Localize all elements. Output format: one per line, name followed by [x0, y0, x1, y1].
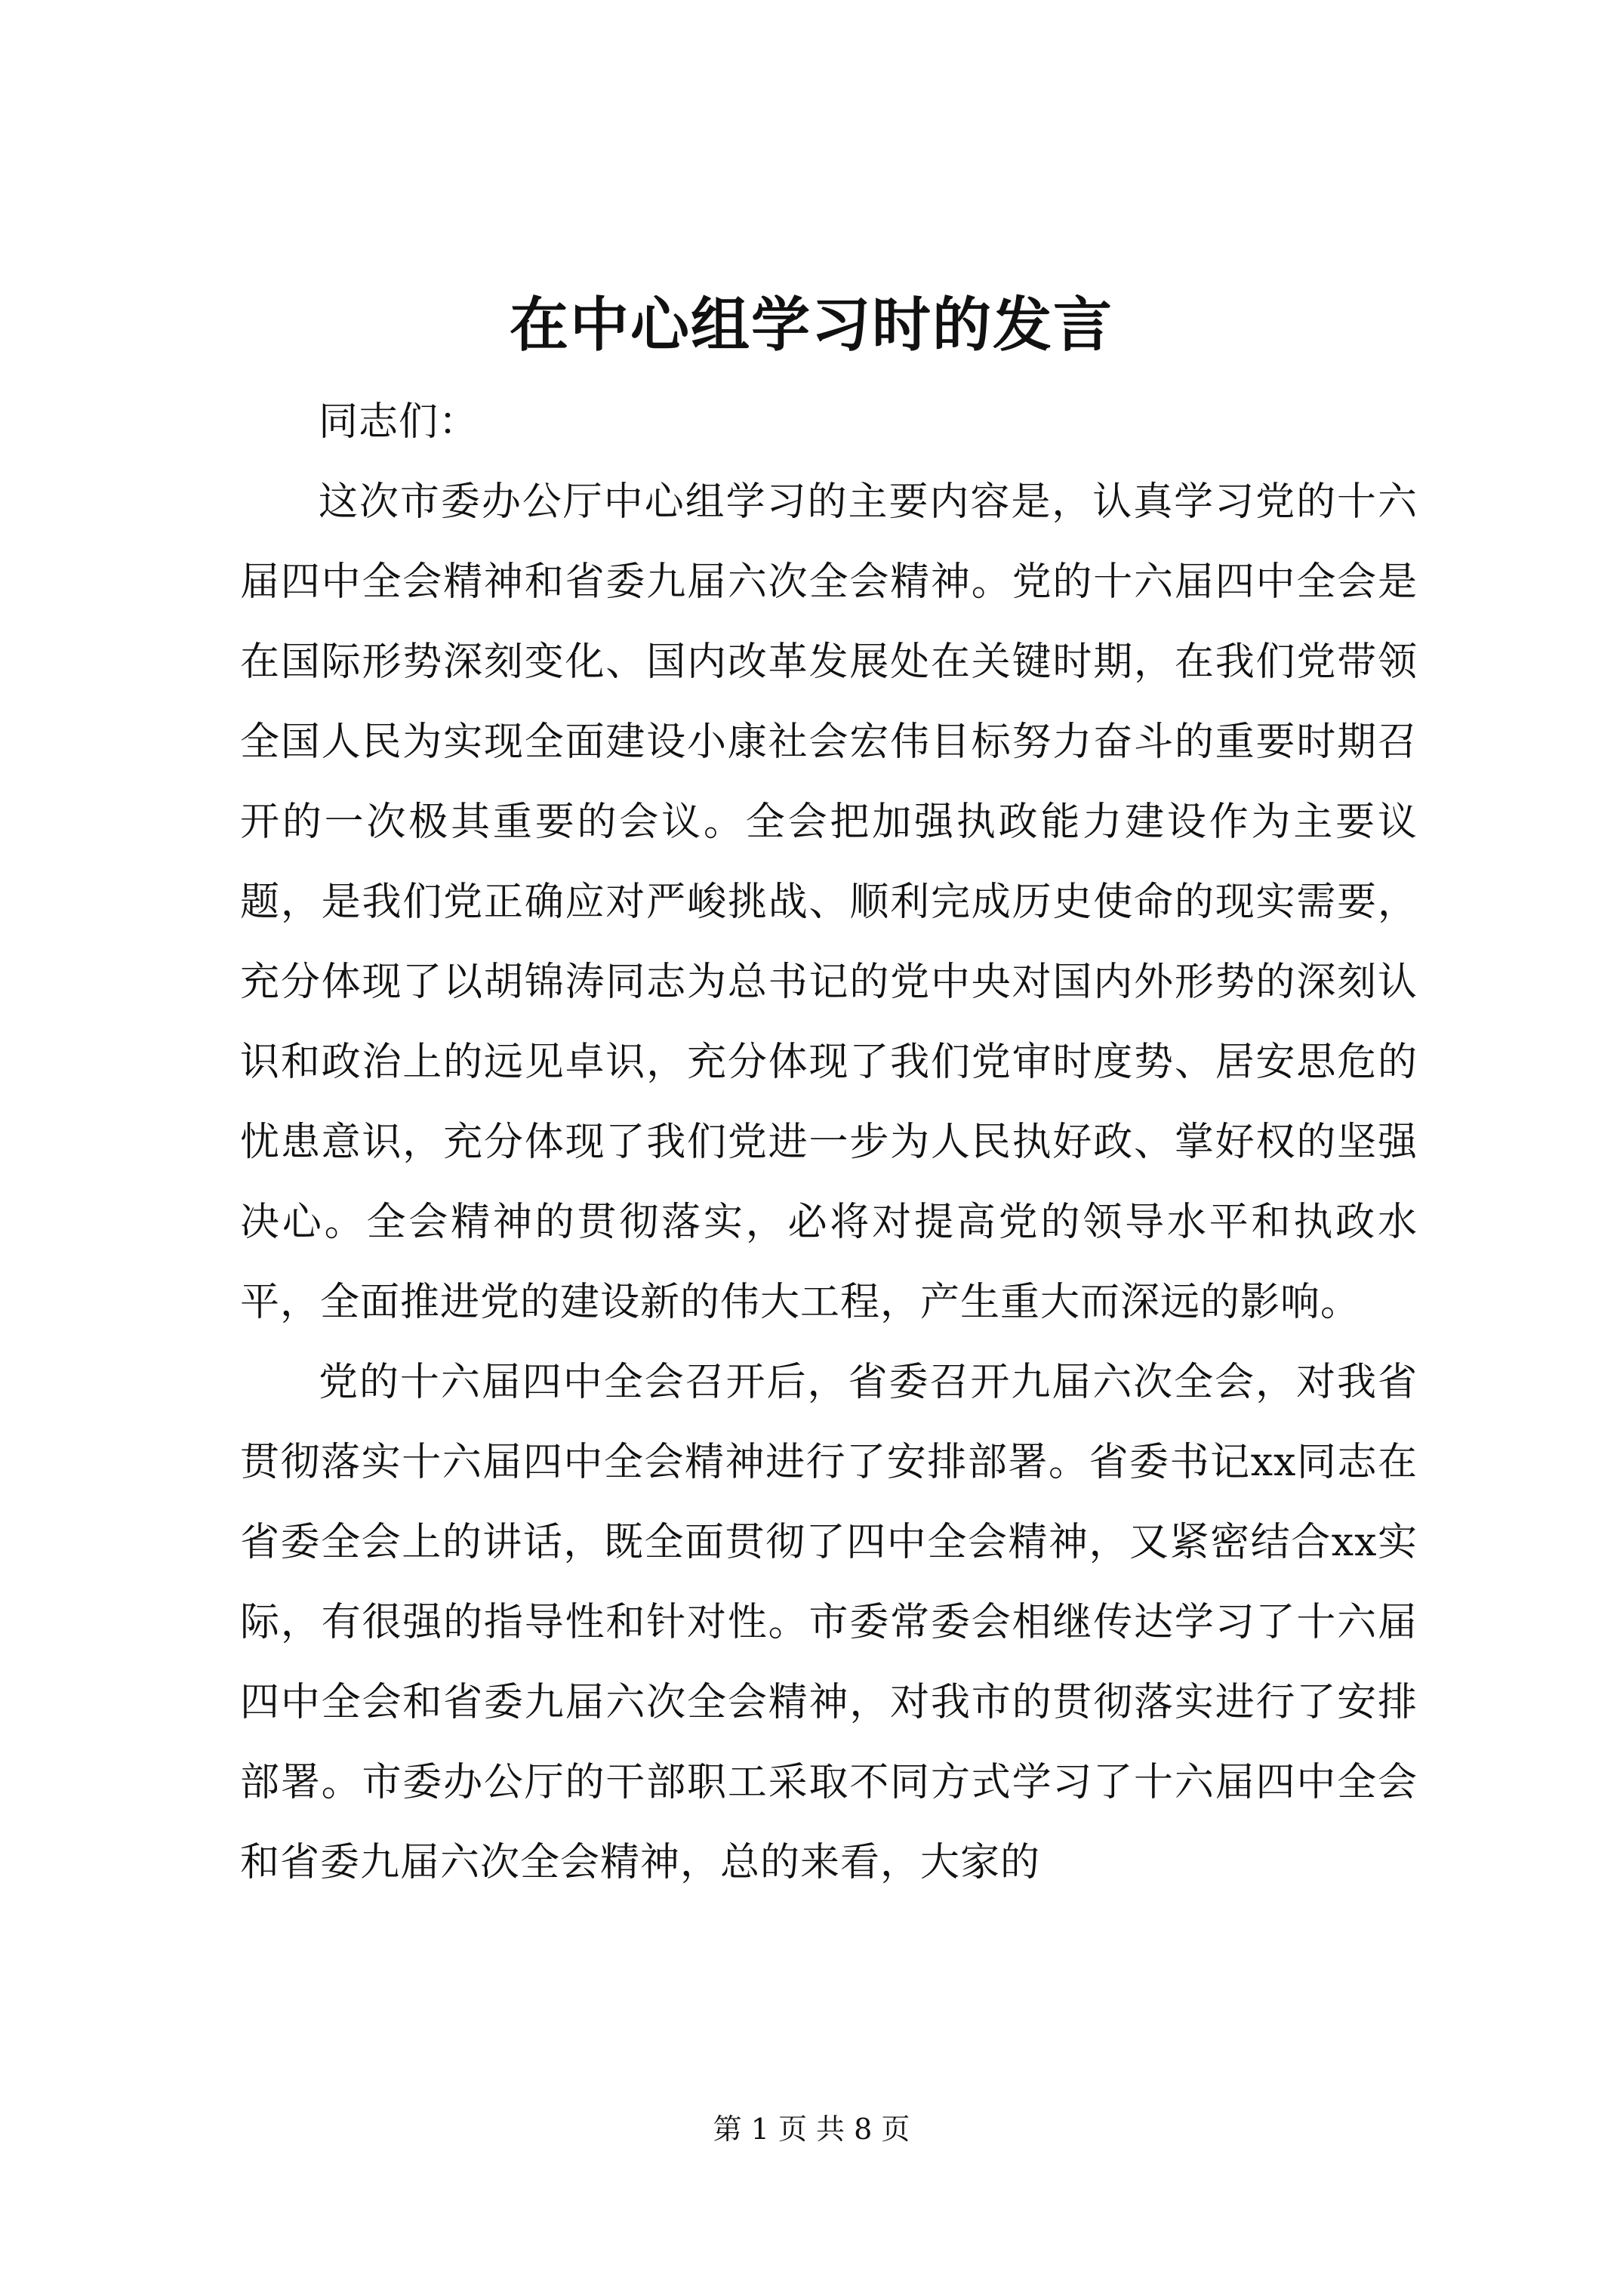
paragraph-2: 党的十六届四中全会召开后，省委召开九届六次全会，对我省贯彻落实十六届四中全会精神进行了安排部署。省委书记xx同志在省委全会上的讲话，既全面贯彻了四中全会精神，又紧密结合xx实际，有很强的指导性和针对性。市委常委会相继传达学习了十六届四中全会和省委九届六次全会精神，对我市的贯彻落实进行了安排部署。市委办公厅的干部职工采取不同方式学习了十六届四中全会和省委九届六次全会精神，总的来看，大家的: [240, 1360, 1418, 1885]
page-title: 在中心组学习时的发言: [509, 291, 1113, 359]
document-body: [240, 382, 1418, 1903]
page-footer: 第 1 页 共 8 页: [713, 2113, 910, 2146]
salutation: 同志们：: [319, 399, 479, 445]
paragraph-1: 这次市委办公厅中心组学习的主要内容是，认真学习党的十六届四中全会精神和省委九届六次全会精神。党的十六届四中全会是在国际形势深刻变化、国内改革发展处在关键时期，在我们党带领全国人民为实现全面建设小康社会宏伟目标努力奋斗的重要时期召开的一次极其重要的会议。全会把加强执政能力建设作为主要议题，是我们党正确应对严峻挑战、顺利完成历史使命的现实需要，充分体现了以胡锦涛同志为总书记的党中央对国内外形势的深刻认识和政治上的远见卓识，充分体现了我们党审时度势、居安思危的忧患意识，充分体现了我们党进一步为人民执好政、掌好权的坚强决心。全会精神的贯彻落实，必将对提高党的领导水平和执政水平，全面推进党的建设新的伟大工程，产生重大而深远的影响。: [240, 479, 1418, 1325]
